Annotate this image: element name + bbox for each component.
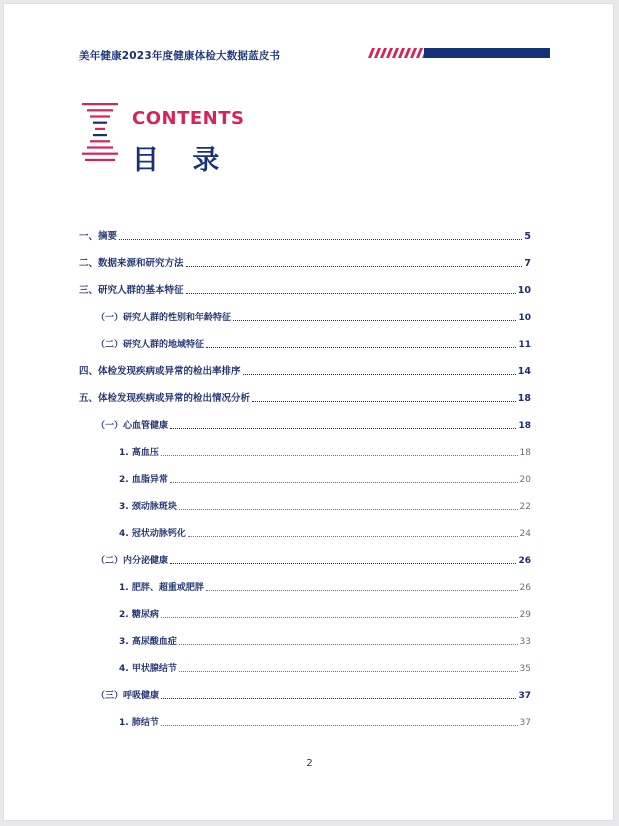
toc-entry-label: 四、体检发现疾病或异常的检出率排序 xyxy=(79,366,241,377)
toc-entry-label: 五、体检发现疾病或异常的检出情况分析 xyxy=(79,393,251,404)
page-number: 2 xyxy=(306,758,313,769)
toc-entry[interactable] xyxy=(79,486,531,513)
toc-leader-dots xyxy=(170,482,518,483)
toc-leader-dots xyxy=(179,644,518,645)
toc-entry-label: 2. 糖尿病 xyxy=(119,610,159,620)
toc-entry[interactable] xyxy=(79,270,531,297)
toc-leader-dots xyxy=(179,509,518,510)
toc-entry-page: 26 xyxy=(518,556,531,566)
toc-entry-page: 5 xyxy=(524,231,531,242)
toc-entry[interactable] xyxy=(79,675,531,702)
document-page xyxy=(3,3,614,821)
toc-entry-page: 29 xyxy=(519,610,531,620)
toc-entry-label: 2. 血脂异常 xyxy=(119,475,168,485)
toc-leader-dots xyxy=(188,536,518,537)
toc-entry[interactable] xyxy=(79,621,531,648)
toc-entry-label: （二）内分泌健康 xyxy=(96,556,169,566)
toc-entry[interactable] xyxy=(79,594,531,621)
contents-label: CONTENTS xyxy=(132,108,245,129)
toc-entry-page: 26 xyxy=(519,583,531,593)
toc-leader-dots xyxy=(233,320,516,321)
table-of-contents-title: 目 录 xyxy=(132,145,232,176)
toc-leader-dots xyxy=(161,698,516,699)
toc-entry-page: 10 xyxy=(518,313,531,323)
toc-entry-label: 三、研究人群的基本特征 xyxy=(79,285,184,296)
toc-leader-dots xyxy=(186,266,523,267)
toc-entry[interactable] xyxy=(79,297,531,324)
toc-leader-dots xyxy=(161,725,518,726)
toc-entry-page: 24 xyxy=(519,529,531,539)
toc-entry[interactable] xyxy=(79,378,531,405)
table-of-contents xyxy=(79,216,531,729)
toc-entry-label: 3. 颈动脉斑块 xyxy=(119,502,177,512)
toc-entry-label: （一）心血管健康 xyxy=(96,421,169,431)
toc-entry-page: 33 xyxy=(519,637,531,647)
toc-entry-label: 二、数据来源和研究方法 xyxy=(79,258,184,269)
toc-leader-dots xyxy=(179,671,518,672)
toc-leader-dots xyxy=(206,347,516,348)
toc-entry[interactable] xyxy=(79,540,531,567)
header-stripe-bar xyxy=(364,48,550,60)
toc-entry[interactable] xyxy=(79,405,531,432)
toc-entry[interactable] xyxy=(79,324,531,351)
toc-entry-label: 4. 冠状动脉钙化 xyxy=(119,529,186,539)
toc-entry[interactable] xyxy=(79,216,531,243)
toc-entry-page: 14 xyxy=(517,366,531,377)
toc-leader-dots xyxy=(206,590,518,591)
toc-entry-label: （三）呼吸健康 xyxy=(96,691,160,701)
toc-entry[interactable] xyxy=(79,459,531,486)
toc-leader-dots xyxy=(243,374,516,375)
toc-entry-label: 1. 肺结节 xyxy=(119,718,159,728)
toc-entry-page: 7 xyxy=(524,258,531,269)
toc-leader-dots xyxy=(170,563,516,564)
toc-entry-page: 18 xyxy=(519,448,531,458)
toc-entry-label: 1. 肥胖、超重或肥胖 xyxy=(119,583,204,593)
toc-entry-label: 一、摘要 xyxy=(79,231,118,242)
toc-entry[interactable] xyxy=(79,432,531,459)
toc-entry[interactable] xyxy=(79,648,531,675)
toc-entry-label: 3. 高尿酸血症 xyxy=(119,637,177,647)
toc-entry-page: 11 xyxy=(518,340,531,350)
toc-entry-page: 37 xyxy=(519,718,531,728)
toc-entry-page: 10 xyxy=(517,285,531,296)
toc-leader-dots xyxy=(161,617,518,618)
toc-entry-page: 18 xyxy=(518,421,531,431)
toc-entry-label: 4. 甲状腺结节 xyxy=(119,664,177,674)
toc-entry-label: 1. 高血压 xyxy=(119,448,159,458)
toc-entry[interactable] xyxy=(79,702,531,729)
stacked-lines-logo-icon xyxy=(82,101,126,165)
toc-entry-page: 37 xyxy=(518,691,531,701)
toc-leader-dots xyxy=(252,401,516,402)
toc-entry-page: 20 xyxy=(519,475,531,485)
report-header-title: 美年健康2023年度健康体检大数据蓝皮书 xyxy=(79,50,281,62)
toc-entry-label: （二）研究人群的地域特征 xyxy=(96,340,205,350)
toc-entry[interactable] xyxy=(79,567,531,594)
toc-leader-dots xyxy=(170,428,516,429)
toc-entry-label: （一）研究人群的性别和年龄特征 xyxy=(96,313,232,323)
toc-entry[interactable] xyxy=(79,351,531,378)
toc-entry-page: 35 xyxy=(519,664,531,674)
toc-entry-page: 18 xyxy=(517,393,531,404)
toc-entry[interactable] xyxy=(79,513,531,540)
toc-entry-page: 22 xyxy=(519,502,531,512)
toc-leader-dots xyxy=(161,455,518,456)
toc-leader-dots xyxy=(186,293,516,294)
toc-leader-dots xyxy=(119,239,522,240)
toc-entry[interactable] xyxy=(79,243,531,270)
